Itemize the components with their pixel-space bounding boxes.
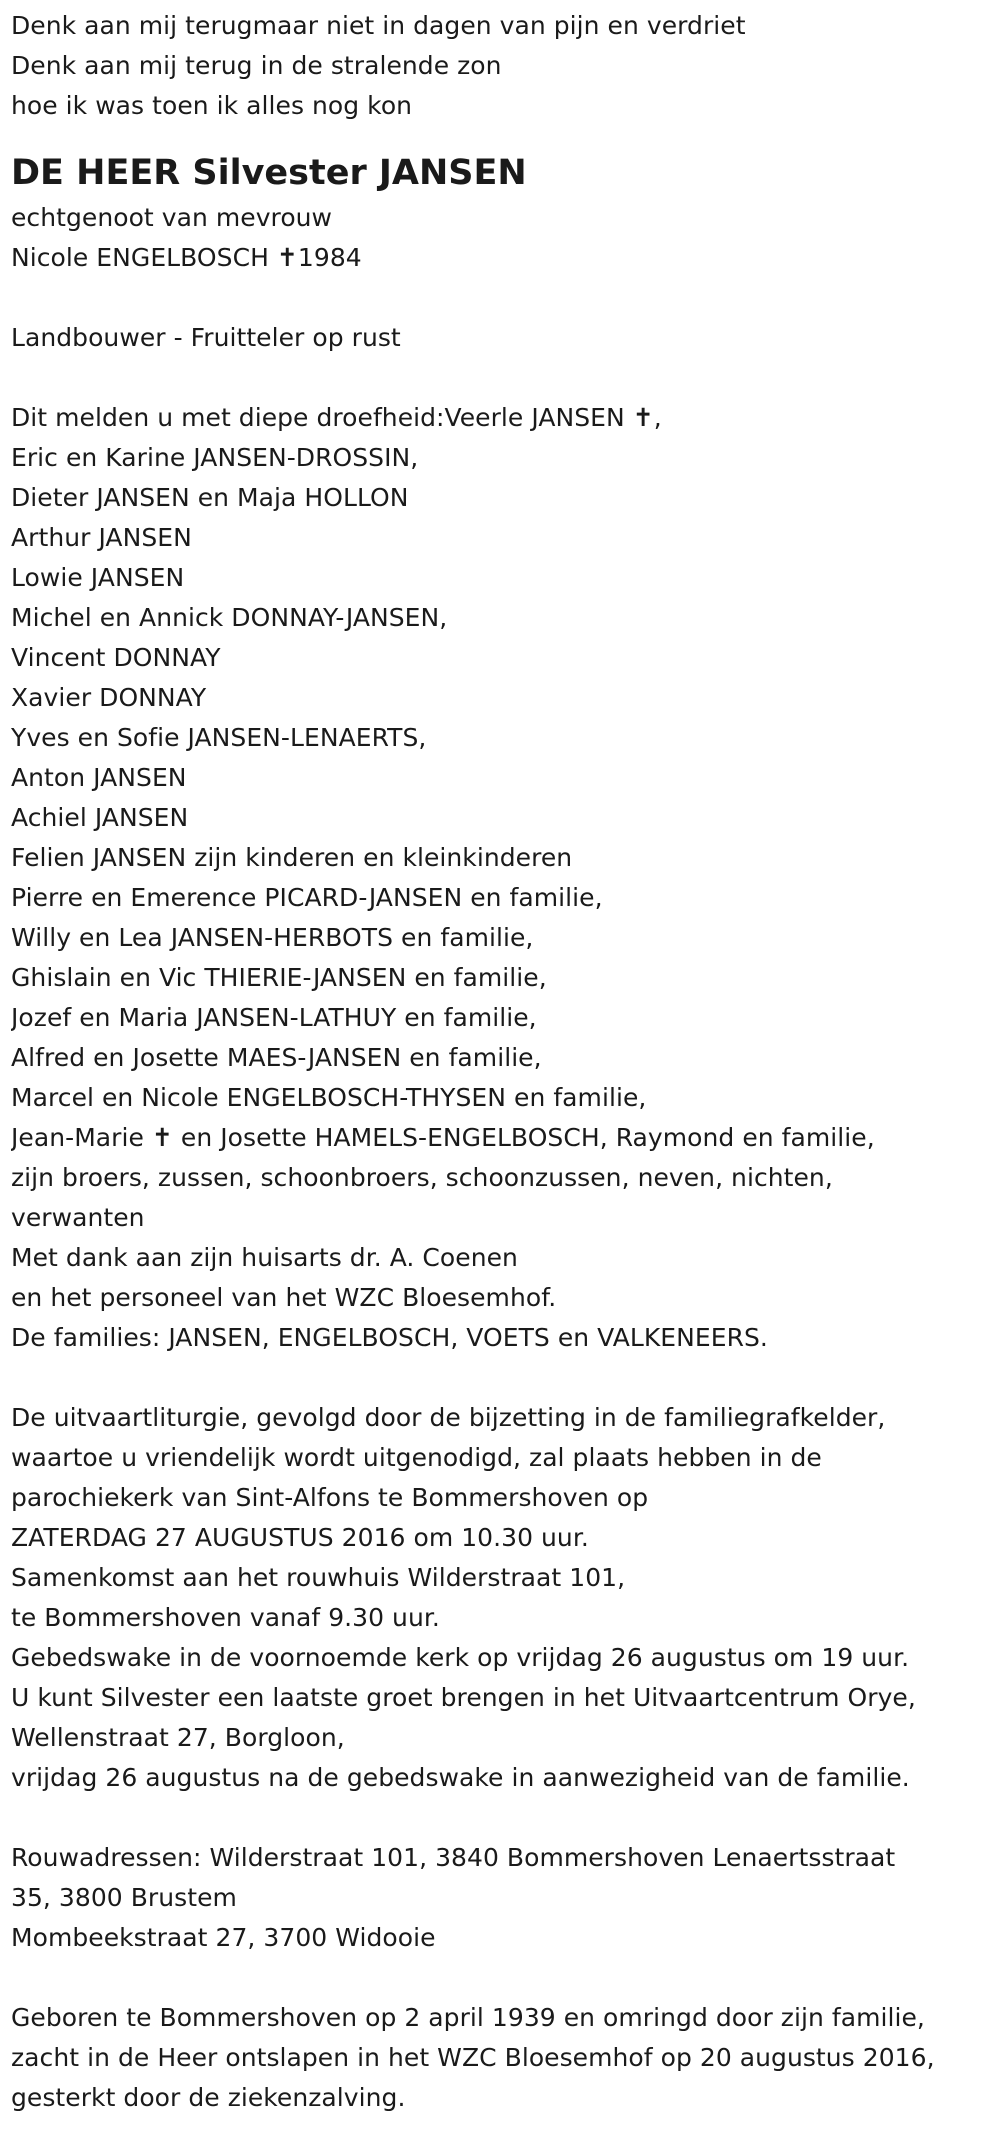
family-line: De families: JANSEN, ENGELBOSCH, VOETS en VALKENEERS. (11, 1323, 768, 1352)
family-line: Marcel en Nicole ENGELBOSCH-THYSEN en familie, (11, 1083, 647, 1112)
funeral-section (11, 1398, 989, 1798)
family-line: Ghislain en Vic THIERIE-JANSEN en familie, (11, 963, 547, 992)
family-line: Jozef en Maria JANSEN-LATHUY en familie, (11, 1003, 537, 1032)
spacer (11, 1958, 989, 1998)
spacer (11, 1798, 989, 1838)
address-line: 35, 3800 Brustem (11, 1883, 237, 1912)
family-line: Michel en Annick DONNAY-JANSEN, (11, 603, 448, 632)
family-line: Felien JANSEN zijn kinderen en kleinkinderen (11, 843, 573, 872)
spouse-section (11, 198, 989, 278)
funeral-line: De uitvaartliturgie, gevolgd door de bijzetting in de familiegrafkelder, (11, 1403, 886, 1432)
poem-line: hoe ik was toen ik alles nog kon (11, 91, 413, 120)
family-section (11, 398, 989, 1358)
family-line: Achiel JANSEN (11, 803, 189, 832)
family-line: Lowie JANSEN (11, 563, 185, 592)
family-line: verwanten (11, 1203, 145, 1232)
birth-line: Geboren te Bommershoven op 2 april 1939 en omringd door zijn familie, (11, 2003, 925, 2032)
family-line: Dit melden u met diepe droefheid:Veerle JANSEN ✝, (11, 403, 662, 432)
funeral-line: te Bommershoven vanaf 9.30 uur. (11, 1603, 440, 1632)
family-line: Anton JANSEN (11, 763, 187, 792)
funeral-line: Samenkomst aan het rouwhuis Wilderstraat 101, (11, 1563, 626, 1592)
spacer (11, 1358, 989, 1398)
addresses-section (11, 1838, 989, 1958)
spacer (11, 278, 989, 318)
spouse-line: echtgenoot van mevrouw (11, 203, 333, 232)
occupation-line: Landbouwer - Fruitteler op rust (11, 323, 401, 352)
family-line: zijn broers, zussen, schoonbroers, schoonzussen, neven, nichten, (11, 1163, 833, 1192)
funeral-line: waartoe u vriendelijk wordt uitgenodigd, zal plaats hebben in de (11, 1443, 822, 1472)
funeral-line: ZATERDAG 27 AUGUSTUS 2016 om 10.30 uur. (11, 1523, 589, 1552)
family-line: Xavier DONNAY (11, 683, 207, 712)
spouse-line: Nicole ENGELBOSCH ✝1984 (11, 243, 362, 272)
funeral-line: U kunt Silvester een laatste groet brengen in het Uitvaartcentrum Orye, (11, 1683, 916, 1712)
funeral-line: Wellenstraat 27, Borgloon, (11, 1723, 345, 1752)
birth-section (11, 1998, 989, 2118)
family-line: Met dank aan zijn huisarts dr. A. Coenen (11, 1243, 518, 1272)
poem-line: Denk aan mij terugmaar niet in dagen van pijn en verdriet (11, 11, 746, 40)
family-line: Willy en Lea JANSEN-HERBOTS en familie, (11, 923, 534, 952)
family-line: en het personeel van het WZC Bloesemhof. (11, 1283, 557, 1312)
birth-line: gesterkt door de ziekenzalving. (11, 2083, 406, 2112)
funeral-line: parochiekerk van Sint-Alfons te Bommershoven op (11, 1483, 649, 1512)
birth-line: zacht in de Heer ontslapen in het WZC Bloesemhof op 20 augustus 2016, (11, 2043, 935, 2072)
family-line: Jean-Marie ✝ en Josette HAMELS-ENGELBOSCH, Raymond en familie, (11, 1123, 875, 1152)
spacer (11, 358, 989, 398)
address-line: Mombeekstraat 27, 3700 Widooie (11, 1923, 436, 1952)
address-line: Rouwadressen: Wilderstraat 101, 3840 Bommershoven Lenaertsstraat (11, 1843, 896, 1872)
family-line: Vincent DONNAY (11, 643, 221, 672)
deceased-name-heading: DE HEER Silvester JANSEN (11, 153, 527, 193)
family-line: Dieter JANSEN en Maja HOLLON (11, 483, 409, 512)
family-line: Arthur JANSEN (11, 523, 192, 552)
family-line: Yves en Sofie JANSEN-LENAERTS, (11, 723, 427, 752)
funeral-line: vrijdag 26 augustus na de gebedswake in aanwezigheid van de familie. (11, 1763, 910, 1792)
family-line: Eric en Karine JANSEN-DROSSIN, (11, 443, 419, 472)
poem-line: Denk aan mij terug in de stralende zon (11, 51, 502, 80)
poem-section (11, 6, 989, 126)
funeral-line: Gebedswake in de voornoemde kerk op vrijdag 26 augustus om 19 uur. (11, 1643, 910, 1672)
family-line: Alfred en Josette MAES-JANSEN en familie, (11, 1043, 542, 1072)
family-line: Pierre en Emerence PICARD-JANSEN en familie, (11, 883, 603, 912)
